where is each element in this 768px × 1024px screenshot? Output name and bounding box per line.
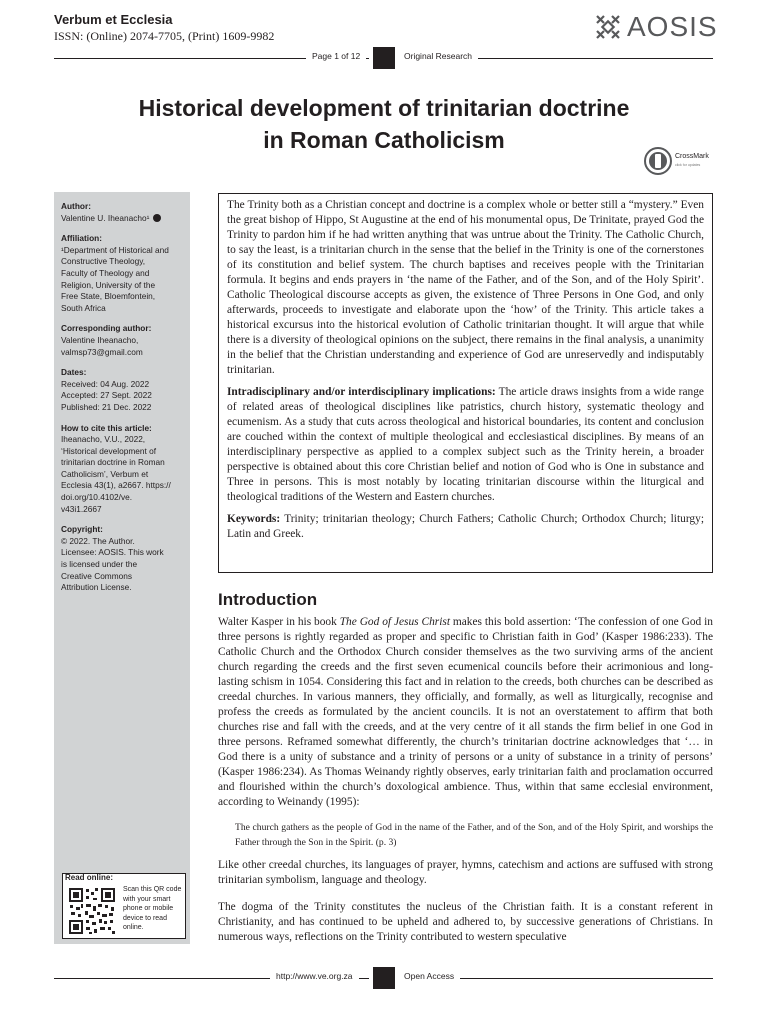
author-section bbox=[61, 201, 184, 224]
citation-heading: How to cite this article: bbox=[61, 422, 152, 433]
publisher-logo[interactable] bbox=[593, 12, 718, 42]
affiliation-section bbox=[61, 233, 184, 314]
abstract-box bbox=[218, 193, 713, 573]
footer-strip bbox=[0, 967, 768, 989]
keywords-label: Keywords: bbox=[227, 513, 281, 525]
orcid-icon[interactable] bbox=[153, 214, 161, 222]
read-online-instructions: Scan this QR code with your smart phone or mobile device to read online. bbox=[123, 886, 182, 931]
page-number: Page 1 of 12 bbox=[306, 51, 366, 61]
read-online-title: Read online: bbox=[65, 873, 114, 882]
affiliation-line: ¹Department of Historical and bbox=[61, 244, 169, 255]
affiliation-line: Free State, Bloemfontein, bbox=[61, 291, 156, 302]
dates-section bbox=[61, 367, 184, 413]
body-text bbox=[218, 615, 713, 945]
corresponding-name: Valentine Iheanacho, bbox=[61, 334, 139, 345]
implications-label: Intradisciplinary and/or interdisciplinary implications: bbox=[227, 386, 496, 398]
page-info-strip bbox=[0, 47, 768, 69]
aosis-logo-text: AOSIS bbox=[627, 11, 718, 42]
copyright-section bbox=[61, 524, 184, 594]
aosis-logo-icon bbox=[593, 12, 623, 42]
title-line-1: Historical development of trinitarian doctrine bbox=[138, 95, 630, 121]
affiliation-heading: Affiliation: bbox=[61, 233, 103, 244]
book-title: The God of Jesus Christ bbox=[339, 616, 450, 628]
copyright-line: © 2022. The Author. bbox=[61, 535, 135, 546]
citation-line: trinitarian doctrine in Roman bbox=[61, 457, 165, 468]
open-access-label: Open Access bbox=[398, 971, 460, 981]
body-paragraph: Like other creedal churches, its languages of prayer, hymns, catechism and actions are suffused with strong trinitarian symbolism, language and theology. bbox=[218, 859, 713, 886]
citation-doi-link[interactable]: doi.org/10.4102/ve. bbox=[61, 492, 133, 503]
citation-section bbox=[61, 423, 184, 516]
implications-text: The article draws insights from a wide range of related areas of theological disciplines like patristics, church history, systematic theology and ecumenism. As a study that cuts across theological and historical boundaries, its content and conclusion are couched within the context of multiple theological and ecclesiastical disciplines. By means of an interdisciplinary perspective as applied to a complex subject such as the Trinity herein, a broader perspective is obtained about this core Christian belief and notion of God who is One in substance and Three in persons. This is most notably by locating trinitarian discourse within the liturgical and theological traditions of the Western and Eastern churches. bbox=[227, 386, 704, 503]
implications-paragraph bbox=[227, 385, 704, 505]
copyright-line: is licensed under the bbox=[61, 559, 138, 570]
copyright-line: Creative Commons bbox=[61, 570, 133, 581]
crossmark-label: CrossMark click for updates bbox=[675, 153, 709, 167]
dates-heading: Dates: bbox=[61, 367, 87, 378]
introduction-heading: Introduction bbox=[218, 590, 318, 609]
body-paragraph: The dogma of the Trinity constitutes the nucleus of the Christian faith. It is a constant referent in Christianity, and has continued to be upheld and adhered to, by successive generations of Christians. In numerous ways, reflections on the Trinity contributed to western speculative bbox=[218, 901, 713, 943]
strip-block bbox=[373, 967, 395, 989]
crossmark-badge[interactable] bbox=[644, 147, 709, 175]
article-title bbox=[60, 92, 708, 156]
date-received: Received: 04 Aug. 2022 bbox=[61, 378, 150, 389]
title-line-2: in Roman Catholicism bbox=[263, 127, 505, 153]
abstract-paragraph: The Trinity both as a Christian concept and doctrine is a complex whole or better still a “mystery.” Even the great bishop of Hippo, St Augustine at the end of his monumental opus, De Trinitate, prayed God the Trinity to pardon him if he had written anything that was untrue about the Trinity. The Catholic Church, to say the least, is a trinitarian church in the sense that the belief in the Trinity is one of the cornerstones of its constitution and belief system. The church baptises and receives people with the Trinitarian formula. It begins and ends prayers in ‘the name of the Father, and of the Son, and of the Holy Spirit’. Catholic Theological discourse accepts as given, the existence of Three Persons in One God, and only afterwards, proceeds to investigate and elaborate upon the ‘how’ of the Trinity. This article takes a historical excursus into the historical evolution of Catholic trinitarian thought. It will argue that while there is a diversity of theological opinions on the subject, there remains in the final analysis, a unanimity in the belief that the Christian understanding and experience of God are unreservedly and indisputably trinitarian. bbox=[227, 199, 704, 376]
read-online-box bbox=[62, 873, 186, 939]
article-type: Original Research bbox=[398, 51, 478, 61]
journal-name: Verbum et Ecclesia bbox=[54, 12, 173, 27]
author-heading: Author: bbox=[61, 201, 91, 211]
affiliation-line: Religion, University of the bbox=[61, 279, 156, 290]
keywords-text: Trinity; trinitarian theology; Church Fathers; Catholic Church; Orthodox Church; liturgy; Latin and Greek. bbox=[227, 513, 704, 540]
corresponding-email[interactable]: valmsp73@gmail.com bbox=[61, 346, 143, 357]
corresponding-heading: Corresponding author: bbox=[61, 323, 152, 334]
affiliation-line: South Africa bbox=[61, 302, 106, 313]
qr-code-icon[interactable] bbox=[68, 887, 116, 935]
date-accepted: Accepted: 27 Sept. 2022 bbox=[61, 390, 152, 401]
citation-line: ‘Historical development of bbox=[61, 445, 156, 456]
keywords-paragraph bbox=[227, 512, 704, 542]
date-published: Published: 21 Dec. 2022 bbox=[61, 401, 152, 412]
article-info-sidebar bbox=[54, 192, 190, 944]
crossmark-icon bbox=[644, 147, 672, 175]
block-quote: The church gathers as the people of God in the name of the Father, and of the Son, and of the Holy Spirit, and worships the Father through the Son in the Spirit. (p. 3) bbox=[235, 822, 713, 848]
author-name: Valentine U. Iheanacho¹ bbox=[61, 212, 150, 223]
body-paragraph: Walter Kasper in his book The God of Jesus Christ makes this bold assertion: ‘The confession of one God in three persons is rightly regarded as proper and specific to Christian faith in God’ (Kasper 1986:233). The Catholic Church and the Orthodox Church consider themselves as the two surviving arms of the ancient church regarding the creeds and the first seven ecumenical councils before their acrimonious and long-lasting schism in 1054. Considering this fact and in relation to the creeds, both churches can be described as creedal churches. In various manners, they officially, and formally, as well as liturgically, recognise and profess the creeds as formulated by the ancient councils. It is not an overstatement to affirm that both churches rise and fall with the creeds, and at the very centre of it all stands the firm belief in one God in three persons. Reframed somewhat differently, the church’s trinitarian doctrine acknowledges that ‘… in God there is a unity of substance and a trinity of persons or a unity of substance in a trinity of persons’ (Kasper 1986:234). As Thomas Weinandy rightly observes, early trinitarian faith and proclamation occurred and flourished within the church’s doxological ambience. Thus, within that same ecclesial environment, according to Weinandy (1995): bbox=[218, 616, 713, 808]
affiliation-line: Faculty of Theology and bbox=[61, 267, 150, 278]
journal-url-link[interactable]: http://www.ve.org.za bbox=[270, 971, 359, 981]
citation-line: Catholicism’, Verbum et bbox=[61, 468, 149, 479]
copyright-line: Licensee: AOSIS. This work bbox=[61, 547, 164, 558]
citation-line: Iheanacho, V.U., 2022, bbox=[61, 434, 146, 445]
citation-line: Ecclesia 43(1), a2667. https:// bbox=[61, 480, 171, 491]
copyright-line: Attribution License. bbox=[61, 582, 132, 593]
copyright-heading: Copyright: bbox=[61, 524, 103, 535]
affiliation-line: Constructive Theology, bbox=[61, 256, 146, 267]
citation-doi-link[interactable]: v43i1.2667 bbox=[61, 503, 102, 514]
strip-block bbox=[373, 47, 395, 69]
corresponding-section bbox=[61, 323, 184, 358]
issn-line: ISSN: (Online) 2074-7705, (Print) 1609-9982 bbox=[54, 29, 275, 43]
